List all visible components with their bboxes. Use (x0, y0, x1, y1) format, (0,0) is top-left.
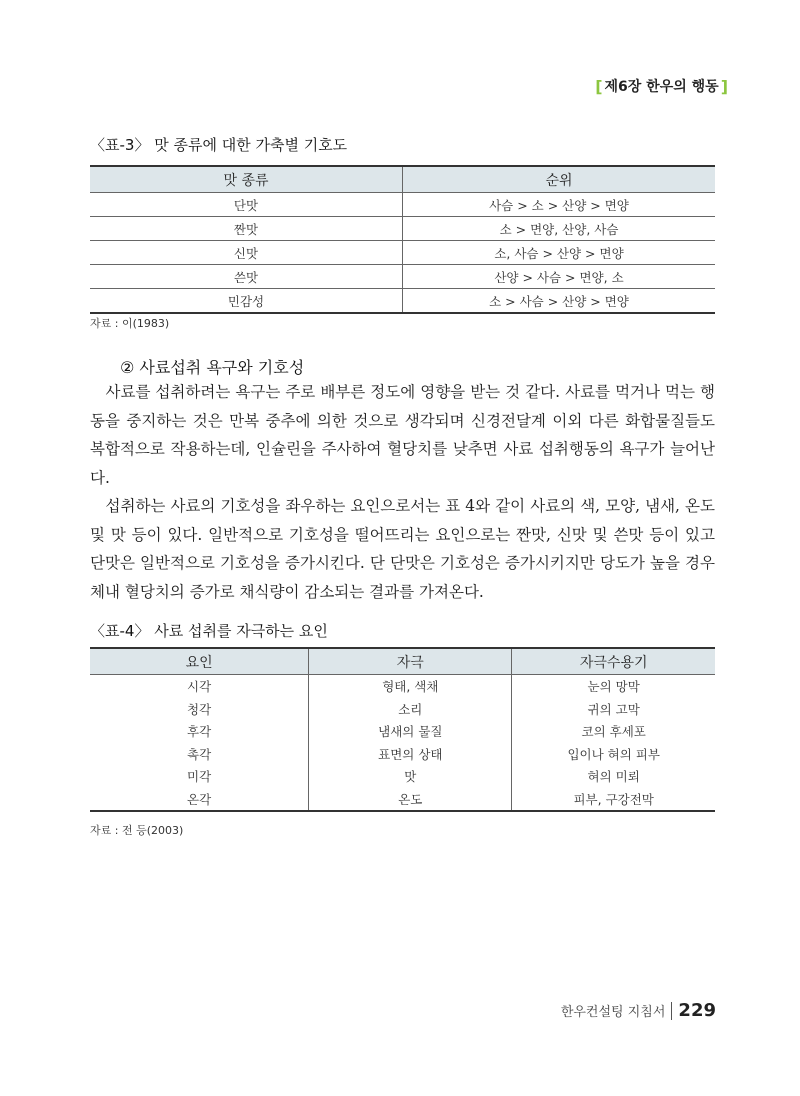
table-cell: 코의 후세포 (512, 720, 715, 743)
table-cell: 쓴맛 (90, 265, 403, 289)
table2-header-receptor: 자극수용기 (512, 648, 715, 675)
table-cell: 소리 (309, 698, 512, 721)
table-cell: 냄새의 물질 (309, 720, 512, 743)
bracket-open: [ (595, 76, 603, 96)
table-row (90, 289, 715, 314)
table1-header-taste: 맛 종류 (90, 166, 403, 193)
table-cell: 눈의 망막 (512, 675, 715, 698)
table-cell: 신맛 (90, 241, 403, 265)
table2-caption: 〈표-4〉 사료 섭취를 자극하는 요인 (90, 622, 328, 640)
table-row (90, 765, 715, 788)
table-row (90, 788, 715, 812)
table1-source: 자료 : 이(1983) (90, 317, 170, 330)
table-row (90, 675, 715, 698)
table-row (90, 265, 715, 289)
table-cell: 소 > 사슴 > 산양 > 면양 (403, 289, 716, 314)
table1-header-rank: 순위 (403, 166, 716, 193)
table-cell: 사슴 > 소 > 산양 > 면양 (403, 193, 716, 217)
table-row (90, 743, 715, 766)
table1-caption: 〈표-3〉 맛 종류에 대한 가축별 기호도 (90, 136, 348, 154)
table-cell: 산양 > 사슴 > 면양, 소 (403, 265, 716, 289)
table-cell: 맛 (309, 765, 512, 788)
table-cell: 미각 (187, 769, 212, 785)
table-cell: 짠맛 (90, 217, 403, 241)
page-footer (561, 1000, 716, 1021)
table-cell: 온각 (90, 788, 309, 812)
table-cell: 형태, 색채 (309, 675, 512, 698)
table-row (90, 720, 715, 743)
table-row (90, 698, 715, 721)
table-cell: 시각 (187, 679, 212, 695)
table-cell: 입이나 혀의 피부 (512, 743, 715, 766)
table2-source: 자료 : 전 등(2003) (90, 824, 184, 837)
table-row (90, 217, 715, 241)
table-cell: 온도 (309, 788, 512, 812)
table2 (90, 647, 715, 812)
chapter-title: 제6장 한우의 행동 (604, 79, 719, 95)
paragraph-1: 사료를 섭취하려는 욕구는 주로 배부른 정도에 영향을 받는 것 같다. 사료를 먹거나 먹는 행동을 중지하는 것은 만복 중추에 의한 것으로 생각되며 신경전달계 이외 다른 화합물질들도 복합적으로 작용하는데, 인슐린을 주사하여 혈당치를 낮추면 사료 섭취행동의 욕구가 늘어난다. (90, 383, 715, 487)
table-cell: 소 > 면양, 산양, 사슴 (403, 217, 716, 241)
table1 (90, 165, 715, 314)
chapter-header (595, 76, 728, 96)
table-row (90, 241, 715, 265)
footer-divider (671, 1002, 672, 1020)
table-cell: 촉각 (187, 746, 212, 762)
book-title: 한우컨설팅 지침서 (560, 1005, 666, 1020)
bracket-close: ] (720, 76, 728, 96)
table-cell: 귀의 고막 (512, 698, 715, 721)
table-cell: 소, 사슴 > 산양 > 면양 (403, 241, 716, 265)
table-cell: 후각 (187, 724, 212, 740)
table-cell: 혀의 미뢰 (512, 765, 715, 788)
table-cell: 민감성 (90, 289, 403, 314)
section-heading: ② 사료섭취 욕구와 기호성 (120, 358, 305, 377)
table-cell: 단맛 (90, 193, 403, 217)
table-cell: 피부, 구강전막 (512, 788, 715, 812)
table-cell: 표면의 상태 (309, 743, 512, 766)
table2-header-stimulus: 자극 (309, 648, 512, 675)
page-number: 229 (678, 1000, 716, 1021)
paragraph-2: 섭취하는 사료의 기호성을 좌우하는 요인으로서는 표 4와 같이 사료의 색, 모양, 냄새, 온도 및 맛 등이 있다. 일반적으로 기호성을 떨어뜨리는 요인으로는 짠맛, 신맛 및 쓴맛 등이 있고 단맛은 일반적으로 기호성을 증가시킨다. 단 단맛은 기호성은 증가시키지만 당도가 높을 경우 체내 혈당치의 증가로 채식량이 감소되는 결과를 가져온다. (90, 497, 715, 601)
table-cell: 청각 (187, 701, 212, 717)
table2-header-factor: 요인 (90, 648, 309, 675)
table-row (90, 193, 715, 217)
